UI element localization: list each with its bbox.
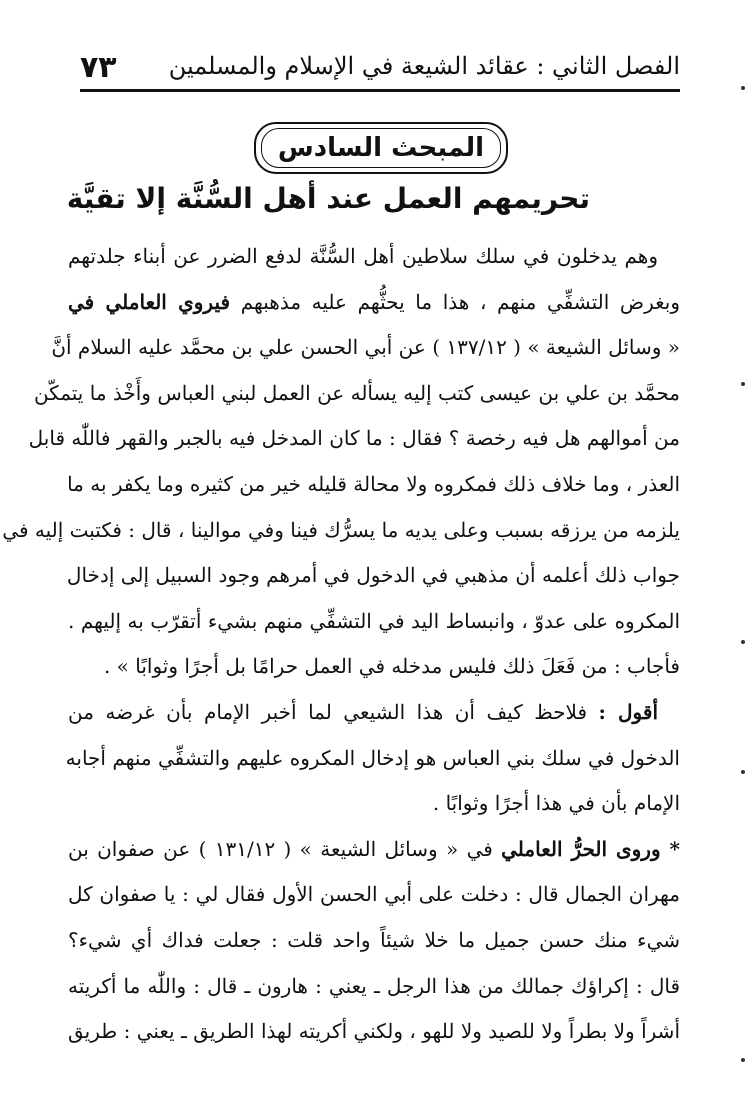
chapter-heading: تحريمهم العمل عند أهل السُّنَّة إلا تقيَّة (66, 182, 590, 215)
text-line: « وسائل الشيعة » ( ١٣٧/١٢ ) عن أبي الحسن علي بن محمَّد عليه السلام أنَّ (51, 335, 680, 360)
body-text (2, 234, 681, 1055)
section-title: المبحث السادس (277, 133, 485, 163)
margin-speck (741, 1058, 745, 1062)
text-line: مهران الجمال قال : دخلت على أبي الحسن الأول فقال لي : يا صفوان كل (68, 882, 680, 907)
text-segment: في « وسائل الشيعة » ( ١٣١/١٢ ) عن صفوان بن (68, 836, 493, 861)
text-line: شيء منك حسن جميل ما خلا شيئاً واحد قلت : جعلت فداك أي شيء؟ (68, 927, 680, 952)
bold-phrase: فيروي العاملي في (68, 289, 231, 314)
page-number: ٧٣ (80, 50, 117, 85)
text-line: يلزمه من يرزقه بسبب وعلى يديه ما يسرُّك فينا وفي موالينا ، قال : فكتبت إليه في (2, 517, 680, 542)
text-segment: وبغرض التشفِّي منهم ، هذا ما يحثُّهم عليه مذهبهم (240, 289, 681, 314)
margin-speck (741, 640, 745, 644)
margin-speck (741, 86, 745, 90)
text-line: أشراً ولا بطراً ولا للصيد ولا للهو ، ولكني أكريته لهذا الطريق ـ يعني : طريق (68, 1019, 680, 1044)
bold-phrase: أقول : (598, 699, 659, 724)
margin-speck (741, 382, 745, 386)
text-line (68, 690, 680, 736)
text-line: العذر ، وما خلاف ذلك فمكروه ولا محالة قليله خير من كثيره وما يكفر به ما (67, 471, 680, 496)
bold-phrase: * وروى الحرُّ العاملي (501, 836, 681, 861)
text-line: جواب ذلك أعلمه أن مذهبي في الدخول في أمرهم وجود السبيل إلى إدخال (66, 563, 680, 588)
text-line: محمَّد بن علي بن عيسى كتب إليه يسأله عن العمل لبني العباس وأَخْذ ما يتمكّن (33, 380, 680, 405)
text-line: من أموالهم هل فيه رخصة ؟ فقال : ما كان المدخل فيه بالجبر والقهر فاللّٰه قابل (28, 426, 680, 451)
text-line (68, 280, 680, 326)
text-line: فأجاب : من فَعَلَ ذلك فليس مدخله في العمل حرامًا بل أجرًا وثوابًا » . (103, 654, 680, 679)
text-line: وهم يدخلون في سلك سلاطين أهل السُّنَّة لدفع الضرر عن أبناء جلدتهم (68, 244, 658, 268)
running-header (80, 40, 680, 92)
text-line: الدخول في سلك بني العباس هو إدخال المكروه عليهم والتشفِّي منهم أجابه (65, 745, 680, 770)
text-segment: فلاحظ كيف أن هذا الشيعي لما أخبر الإمام بأن غرضه من (68, 699, 588, 724)
text-line: المكروه على عدوّ ، وانبساط اليد في التشفِّي منهم بشيء أتقرّب به إليهم . (68, 608, 680, 633)
margin-speck (741, 770, 745, 774)
text-line: قال : إكراؤك جمالك من هذا الرجل ـ يعني : هارون ـ قال : واللّٰه ما أكريته (68, 973, 680, 998)
text-line (68, 827, 680, 873)
section-title-frame (254, 122, 508, 174)
chapter-running-title: الفصل الثاني : عقائد الشيعة في الإسلام والمسلمين (168, 52, 680, 80)
header-rule (80, 89, 680, 92)
text-line: الإمام بأن في هذا أجرًا وثوابًا . (432, 791, 680, 816)
